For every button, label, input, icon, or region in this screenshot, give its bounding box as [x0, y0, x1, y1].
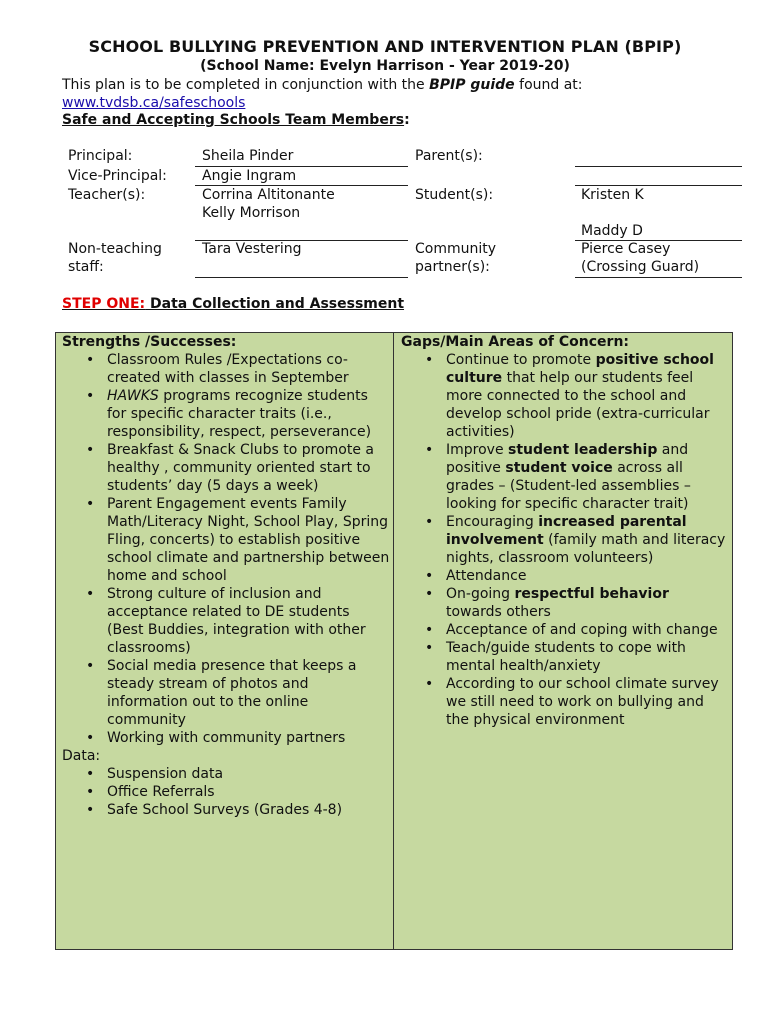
strengths-column [62, 333, 390, 819]
list-item [62, 387, 390, 441]
list-item-emphasis: student leadership [508, 442, 658, 458]
parent-label: Parent(s): [415, 148, 483, 164]
data-list [62, 765, 390, 819]
community-line [575, 277, 742, 278]
list-item: • Attendance [401, 567, 727, 585]
list-item-emphasis: increased parental involvement [446, 514, 687, 548]
teacher-label: Teacher(s): [68, 187, 146, 203]
list-item: • Safe School Surveys (Grades 4-8) [62, 801, 390, 819]
list-item-text: across all grades – (Student-led assemblies – looking for specific character trait) [446, 460, 691, 512]
teacher-name-2: Kelly Morrison [202, 205, 301, 221]
intro-after: found at: [514, 77, 583, 93]
list-item-text: and positive [446, 442, 689, 476]
list-item [401, 351, 727, 441]
nonteaching-line [195, 277, 408, 278]
data-label: Data: [62, 748, 101, 764]
document-title: SCHOOL BULLYING PREVENTION AND INTERVENTION PLAN (BPIP) [88, 37, 682, 56]
teacher-name-1: Corrina Altitonante [202, 187, 335, 203]
school-subtitle: (School Name: Evelyn Harrison - Year 2019-20) [200, 58, 570, 74]
list-item-text: Continue to promote [446, 352, 596, 368]
list-item-text: that help our students feel more connected to the school and develop school pride (extra-curricular activities) [446, 370, 710, 440]
strengths-heading: Strengths /Successes: [62, 334, 237, 350]
principal-name: Sheila Pinder [202, 148, 294, 164]
assessment-table-divider [393, 332, 394, 950]
list-item-text: towards others [446, 604, 551, 620]
parent-line-1 [575, 166, 742, 167]
hawks-term: HAWKS [107, 388, 159, 404]
list-item-text: (family math and literacy nights, classroom volunteers) [446, 532, 726, 566]
list-item-text: On-going [446, 586, 515, 602]
list-item: • Teach/guide students to cope with mental health/anxiety [401, 639, 727, 675]
list-item: • Classroom Rules /Expectations co-created with classes in September [62, 351, 390, 387]
list-item-emphasis: respectful behavior [514, 586, 669, 602]
list-item: • Breakfast & Snack Clubs to promote a healthy , community oriented start to students’ day (5 days a week) [62, 441, 390, 495]
intro-bpip-guide: BPIP guide [429, 77, 515, 93]
intro-before: This plan is to be completed in conjunction with the [62, 77, 430, 93]
gaps-list [401, 351, 727, 729]
intro-text [62, 76, 583, 112]
step-one-label: STEP ONE: [62, 296, 146, 312]
list-item [401, 585, 727, 621]
vice-principal-label: Vice-Principal: [68, 168, 167, 184]
community-name-1: Pierce Casey [581, 241, 671, 257]
nonteaching-name: Tara Vestering [202, 241, 302, 257]
team-heading-text: Safe and Accepting Schools Team Members [62, 112, 405, 128]
list-item: • Office Referrals [62, 783, 390, 801]
list-item: • Working with community partners [62, 729, 390, 747]
list-item: • According to our school climate survey we still need to work on bullying and the physical environment [401, 675, 727, 729]
team-heading [62, 112, 410, 128]
community-name-2: (Crossing Guard) [581, 259, 700, 275]
list-item-emphasis: positive school culture [446, 352, 714, 386]
list-item: • Suspension data [62, 765, 390, 783]
student-label: Student(s): [415, 187, 494, 203]
community-label-2: partner(s): [415, 259, 490, 275]
list-item [401, 513, 727, 567]
step-one-heading [62, 296, 404, 312]
safeschools-link[interactable]: www.tvdsb.ca/safeschools [62, 95, 246, 111]
principal-label: Principal: [68, 148, 133, 164]
list-item-text: Encouraging [446, 514, 539, 530]
list-item: • Social media presence that keeps a steady stream of photos and information out to the online community [62, 657, 390, 729]
team-heading-colon: : [404, 112, 410, 128]
list-item [401, 441, 727, 513]
community-label-1: Community [415, 241, 497, 257]
student-name-2: Maddy D [581, 223, 643, 239]
vice-principal-name: Angie Ingram [202, 168, 297, 184]
list-item: • Parent Engagement events Family Math/Literacy Night, School Play, Spring Fling, concerts) to establish positive school climate and partnership between home and school [62, 495, 390, 585]
list-item: • Acceptance of and coping with change [401, 621, 727, 639]
list-item: • Strong culture of inclusion and acceptance related to DE students (Best Buddies, integration with other classrooms) [62, 585, 390, 657]
list-item-text: programs recognize students for specific character traits (i.e., responsibility, respect, perseverance) [107, 388, 372, 440]
list-item-text: Improve [446, 442, 509, 458]
gaps-heading: Gaps/Main Areas of Concern: [401, 334, 630, 350]
nonteaching-label-1: Non-teaching [68, 241, 162, 257]
list-item-emphasis: student voice [505, 460, 613, 476]
student-name-1: Kristen K [581, 187, 644, 203]
strengths-list [62, 351, 390, 747]
step-one-title: Data Collection and Assessment [145, 296, 405, 312]
nonteaching-label-2: staff: [68, 259, 104, 275]
gaps-column [401, 333, 727, 729]
